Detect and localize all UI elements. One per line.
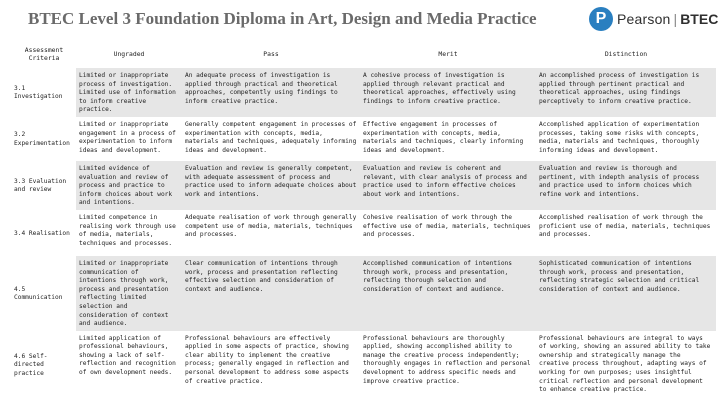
distinction-cell: Evaluation and review is thorough and pertinent, with indepth analysis of process and practice used to inform choices which refine work and intentions. [536, 161, 716, 210]
pass-cell: Generally competent engagement in processes of experimentation with concepts, media, materials and techniques, adequately informing ideas and development. [182, 117, 360, 161]
distinction-cell: Accomplished realisation of work through the proficient use of media, materials, techniques and processes. [536, 210, 716, 256]
merit-cell: A cohesive process of investigation is applied through relevant practical and theoretical approaches, effectively using findings to inform creative practice. [360, 68, 536, 117]
pass-cell: An adequate process of investigation is applied through practical and theoretical approaches, competently using findings to inform creative practice. [182, 68, 360, 117]
page-title: BTEC Level 3 Foundation Diploma in Art, Design and Media Practice [28, 9, 537, 28]
criterion-cell: 4.6 Self-directed practice [12, 331, 76, 399]
criterion-cell: 3.3 Evaluation and review [12, 161, 76, 210]
merit-cell: Accomplished communication of intentions through work, process and presentation, reflecting thorough selection and consideration of context and audience. [360, 256, 536, 331]
ungraded-cell: Limited or inappropriate engagement in a process of experimentation to inform ideas and development. [76, 117, 182, 161]
merit-cell: Professional behaviours are thoroughly applied, showing accomplished ability to manage the creative process independently; thoroughly engages in reflection and personal development to address specific needs and improve creative practice. [360, 331, 536, 399]
distinction-cell: Professional behaviours are integral to ways of working, showing an assured ability to take ownership and strategically manage the creative process throughout, adapting ways of working for own purposes; uses insightful critical reflection and personal development to enhance creative practice. [536, 331, 716, 399]
logo-name: Pearson [617, 11, 671, 27]
table-row [12, 331, 716, 399]
column-header-pass: Pass [263, 50, 279, 58]
ungraded-cell: Limited or inappropriate process of investigation. Limited use of information to inform creative practice. [76, 68, 182, 117]
pass-cell: Professional behaviours are effectively applied in some aspects of practice, showing clear ability to implement the creative process; generally engaged in reflection and personal development to address some aspects of creative practice. [182, 331, 360, 399]
table-row [12, 256, 716, 331]
logo-separator: | [673, 11, 678, 27]
logo-subbrand: BTEC [680, 11, 719, 27]
ungraded-cell: Limited application of professional behaviours, showing a lack of self-reflection and recognition of own development needs. [76, 331, 182, 399]
page-header [0, 0, 720, 38]
table-header-row [12, 40, 716, 68]
column-header-ungraded: Ungraded [113, 50, 145, 58]
pearson-btec-logo [589, 6, 718, 32]
merit-cell: Cohesive realisation of work through the effective use of media, materials, techniques and processes. [360, 210, 536, 256]
distinction-cell: Sophisticated communication of intentions through work, process and presentation, reflecting strategic selection and critical consideration of context and audience. [536, 256, 716, 331]
criterion-cell: 4.5 Communication [12, 256, 76, 331]
grading-criteria-table [12, 40, 716, 399]
ungraded-cell: Limited or inappropriate communication of intentions through work, process and presentation reflecting limited selection and consideration of context and audience. [76, 256, 182, 331]
table-row [12, 68, 716, 117]
table-row [12, 161, 716, 210]
criterion-cell: 3.2 Experimentation [12, 117, 76, 161]
criterion-cell: 3.4 Realisation [12, 210, 76, 256]
pearson-logo-icon: P [589, 7, 613, 31]
column-header-merit: Merit [438, 50, 458, 58]
merit-cell: Evaluation and review is coherent and relevant, with clear analysis of process and practice used to inform effective choices about work and intentions. [360, 161, 536, 210]
merit-cell: Effective engagement in processes of experimentation with concepts, media, materials and techniques, clearly informing ideas and development. [360, 117, 536, 161]
pass-cell: Clear communication of intentions through work, process and presentation reflecting effective selection and consideration of context and audience. [182, 256, 360, 331]
pass-cell: Adequate realisation of work through generally competent use of media, materials, techniques and processes. [182, 210, 360, 256]
distinction-cell: Accomplished application of experimentation processes, taking some risks with concepts, media, materials and techniques, thoroughly informing ideas and development. [536, 117, 716, 161]
ungraded-cell: Limited competence in realising work through use of media, materials, techniques and processes. [76, 210, 182, 256]
criterion-cell: 3.1 Investigation [12, 68, 76, 117]
column-header-criteria: Assessment Criteria [24, 46, 64, 62]
column-header-distinction: Distinction [604, 50, 648, 58]
distinction-cell: An accomplished process of investigation is applied through pertinent practical and theoretical approaches, using findings perceptively to inform creative practice. [536, 68, 716, 117]
pass-cell: Evaluation and review is generally competent, with adequate assessment of process and practice used to inform adequate choices about work and intentions. [182, 161, 360, 210]
table-row [12, 117, 716, 161]
table-row [12, 210, 716, 256]
ungraded-cell: Limited evidence of evaluation and review of process and practice to inform choices about work and intentions. [76, 161, 182, 210]
